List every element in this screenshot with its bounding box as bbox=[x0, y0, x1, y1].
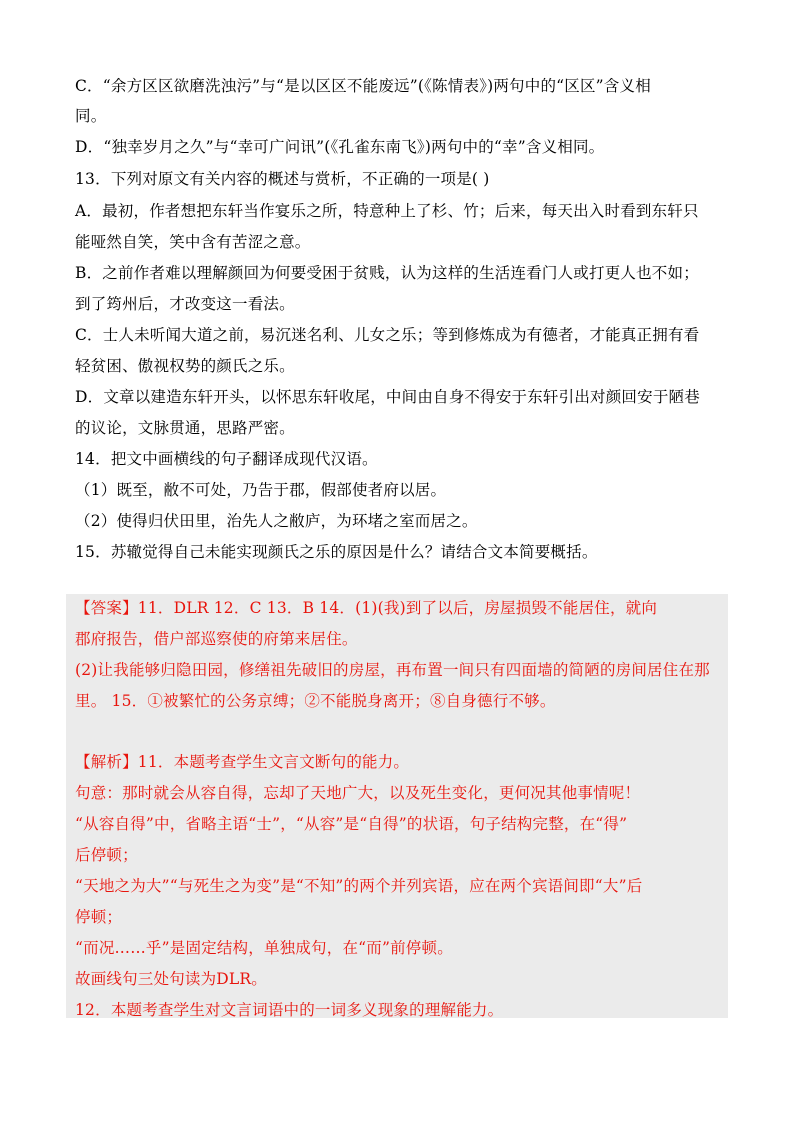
analysis-line9: 12．本题考查学生对文言词语中的一词多义现象的理解能力。 bbox=[75, 1001, 504, 1019]
q12-option-d-line1: D．“独幸岁月之久”与“幸可广问讯”(《孔雀东南飞》)两句中的“幸”含义相同。 bbox=[75, 138, 605, 156]
q14-stem: 14．把文中画横线的句子翻译成现代汉语。 bbox=[75, 450, 378, 468]
analysis-line5: “天地之为大”“与死生之为变”是“不知”的两个并列宾语，应在两个宾语间即“大”后 bbox=[75, 877, 643, 895]
q12-option-c-line2: 同。 bbox=[75, 107, 107, 125]
analysis-line6: 停顿； bbox=[75, 908, 123, 926]
q13-option-c-line1: C．士人未听闻大道之前，易沉迷名利、儿女之乐；等到修炼成为有德者，才能真正拥有看 bbox=[75, 326, 700, 344]
q14-sentence-2: （2）使得归伏田里，治先人之敝庐，为环堵之室而居之。 bbox=[75, 512, 478, 530]
q13-option-a-line2: 能哑然自笑，笑中含有苦涩之意。 bbox=[75, 233, 311, 251]
answer-line2: 郡府报告，借户部巡察使的府第来居住。 bbox=[75, 630, 358, 648]
q12-option-c-line1: C．“余方区区欲磨洗浊污”与“是以区区不能废远”(《陈情表》)两句中的“区区”含义相 bbox=[75, 77, 651, 95]
q14-sentence-1: （1）既至，敝不可处，乃告于郡，假部使者府以居。 bbox=[75, 481, 447, 499]
analysis-line8: 故画线句三处句读为DLR。 bbox=[75, 970, 267, 988]
analysis-line3: “从容自得”中，省略主语“士”，“从容”是“自得”的状语，句子结构完整，在“得” bbox=[75, 815, 628, 833]
answer-line1: 【答案】11．DLR 12．C 13．B 14．(1)(我)到了以后，房屋损毁不能居住，就向 bbox=[75, 599, 658, 617]
q13-option-a-line1: A．最初，作者想把东轩当作宴乐之所，特意种上了杉、竹；后来，每天出入时看到东轩只 bbox=[75, 202, 699, 220]
q13-option-d-line2: 的议论，文脉贯通，思路严密。 bbox=[75, 419, 295, 437]
q13-option-d-line1: D．文章以建造东轩开头，以怀思东轩收尾，中间由自身不得安于东轩引出对颜回安于陋巷 bbox=[75, 388, 700, 406]
answer-line3: (2)让我能够归隐田园，修缮祖先破旧的房屋，再布置一间只有四面墙的简陋的房间居住在那 bbox=[75, 661, 710, 679]
analysis-line7: “而况……乎”是固定结构，单独成句，在“而”前停顿。 bbox=[75, 939, 453, 957]
analysis-line2: 句意：那时就会从容自得，忘却了天地广大，以及死生变化，更何况其他事情呢！ bbox=[75, 784, 641, 802]
q15-stem: 15．苏辙觉得自己未能实现颜氏之乐的原因是什么？请结合文本简要概括。 bbox=[75, 543, 598, 561]
answer-line4: 里。 15．①被繁忙的公务京缚；②不能脱身离开；⑧自身德行不够。 bbox=[75, 692, 556, 710]
q13-option-b-line2: 到了筠州后，才改变这一看法。 bbox=[75, 295, 295, 313]
analysis-line4: 后停顿； bbox=[75, 846, 138, 864]
analysis-line1: 【解析】11．本题考查学生文言文断句的能力。 bbox=[75, 753, 410, 771]
q13-stem: 13．下列对原文有关内容的概述与赏析，不正确的一项是( ) bbox=[75, 170, 490, 188]
q13-option-c-line2: 轻贫困、傲视权势的颜氏之乐。 bbox=[75, 357, 295, 375]
q13-option-b-line1: B．之前作者难以理解颜回为何要受困于贫贱，认为这样的生活连看门人或打更人也不如； bbox=[75, 264, 699, 282]
